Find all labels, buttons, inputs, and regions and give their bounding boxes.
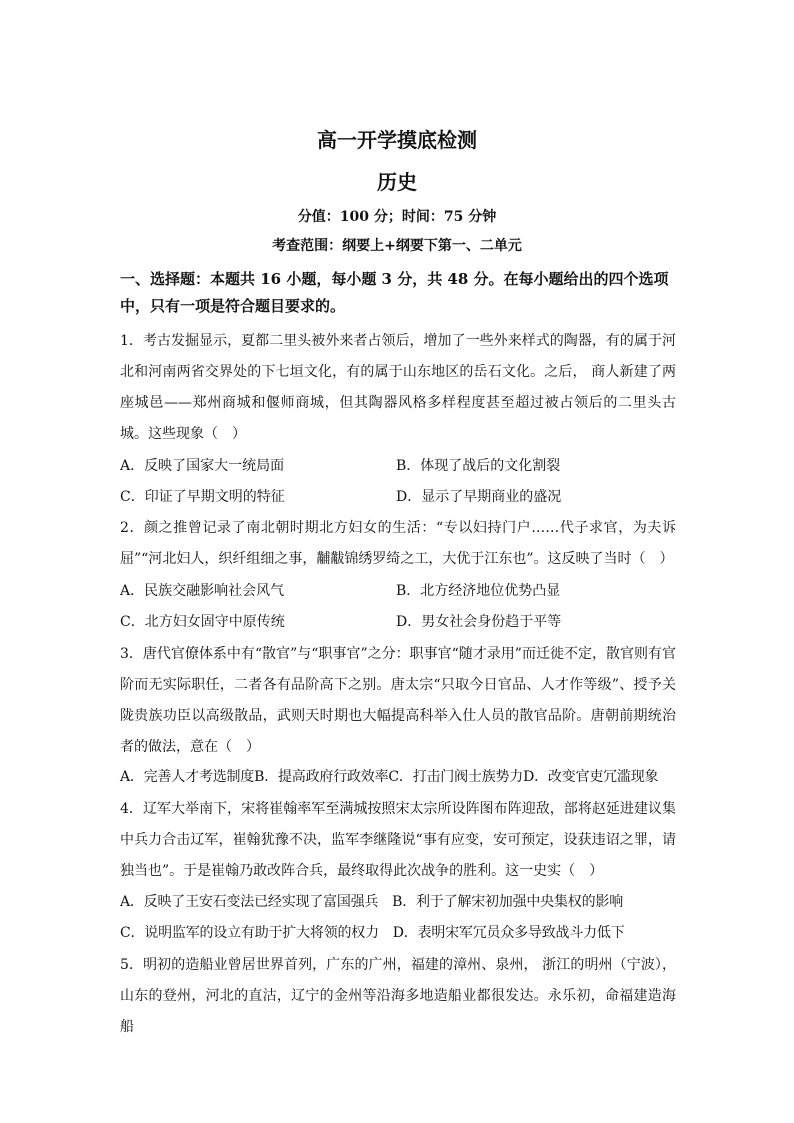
question-4-options-line-2: C．说明监军的设立有助于扩大将领的权力 D．表明宋军冗员众多导致战斗力低下 — [120, 925, 625, 941]
question-2-options-row-1 — [120, 580, 676, 602]
question-2-option-b: B．北方经济地位优势凸显 — [396, 583, 561, 599]
question-2-option-c: C．北方妇女固守中原传统 — [120, 614, 285, 630]
section-heading: 一、选择题：本题共 16 小题，每小题 3 分，共 48 分。在每小题给出的四个选项中，只有一项是符合题目要求的。 — [120, 270, 669, 315]
score-time-line: 分值：100 分；时间：75 分钟 — [297, 209, 497, 225]
question-1-stem: 1．考古发掘显示，夏都二里头被外来者占领后，增加了一些外来样式的陶器，有的属于河北和河南两省交界处的下七垣文化，有的属于山东地区的岳石文化。之后， 商人新建了两座城邑——郑州商城和偃师商城，但其陶器风格多样程度甚至超过被占领后的二里头古城。这些现象（ ） — [120, 333, 676, 442]
question-3-stem: 3．唐代官僚体系中有“散官”与“职事官”之分：职事官“随才录用”而迁徙不定，散官则有官阶而无实际职任，二者各有品阶高下之别。唐太宗“只取今日官品、人才作等级”、授予关陇贵族功臣以高级散品，武则天时期也大幅提高科举入仕人员的散官品阶。唐朝前期统治者的做法，意在（ ） — [120, 646, 676, 755]
question-2-option-a: A．民族交融影响社会风气 — [120, 583, 285, 599]
question-2-option-d: D．男女社会身份趋于平等 — [396, 614, 562, 630]
question-1-options-row-1 — [120, 455, 676, 477]
question-1-option-c: C．印证了早期文明的特征 — [120, 489, 285, 505]
exam-title: 高一开学摸底检测 — [317, 128, 477, 152]
question-2-options-row-2 — [120, 611, 676, 633]
question-4-options-line-1: A．反映了王安石变法已经实现了富国强兵 B．利于了解宋初加强中央集权的影响 — [120, 894, 623, 910]
question-1-option-d: D．显示了早期商业的盛况 — [396, 489, 562, 505]
exam-scope-line: 考查范围：纲要上+纲要下第一、二单元 — [272, 238, 522, 254]
question-1-option-b: B．体现了战后的文化割裂 — [396, 458, 561, 474]
question-3-options: A．完善人才考选制度B．提高政府行政效率C．打击门阀士族势力D．改变官吏冗滥现象 — [120, 769, 659, 785]
question-1-option-a: A．反映了国家大一统局面 — [120, 458, 285, 474]
question-1-options-row-2 — [120, 486, 676, 508]
exam-subject: 历史 — [377, 170, 417, 194]
question-2-stem: 2．颜之推曾记录了南北朝时期北方妇女的生活：“专以妇持门户……代子求官，为夫诉屈”“河北妇人，织纤组细之事，黼黻锦绣罗绮之工，大优于江东也”。这反映了当时（ ） — [120, 520, 676, 567]
question-5-stem: 5．明初的造船业曾居世界首列，广东的广州，福建的漳州、泉州， 浙江的明州（宁波），山东的登州，河北的直沽，辽宁的金州等沿海多地造船业都很发达。永乐初，命福建造海船 — [120, 957, 676, 1035]
question-4-stem: 4．辽军大举南下，宋将崔翰率军至满城按照宋太宗所设阵图布阵迎敌，部将赵延进建议集中兵力合击辽军，崔翰犹豫不决，监军李继隆说“事有应变，安可预定，设获违诏之罪，请独当也”。于是崔翰乃敢改阵合兵，最终取得此次战争的胜利。这一史实（ ） — [120, 801, 676, 879]
